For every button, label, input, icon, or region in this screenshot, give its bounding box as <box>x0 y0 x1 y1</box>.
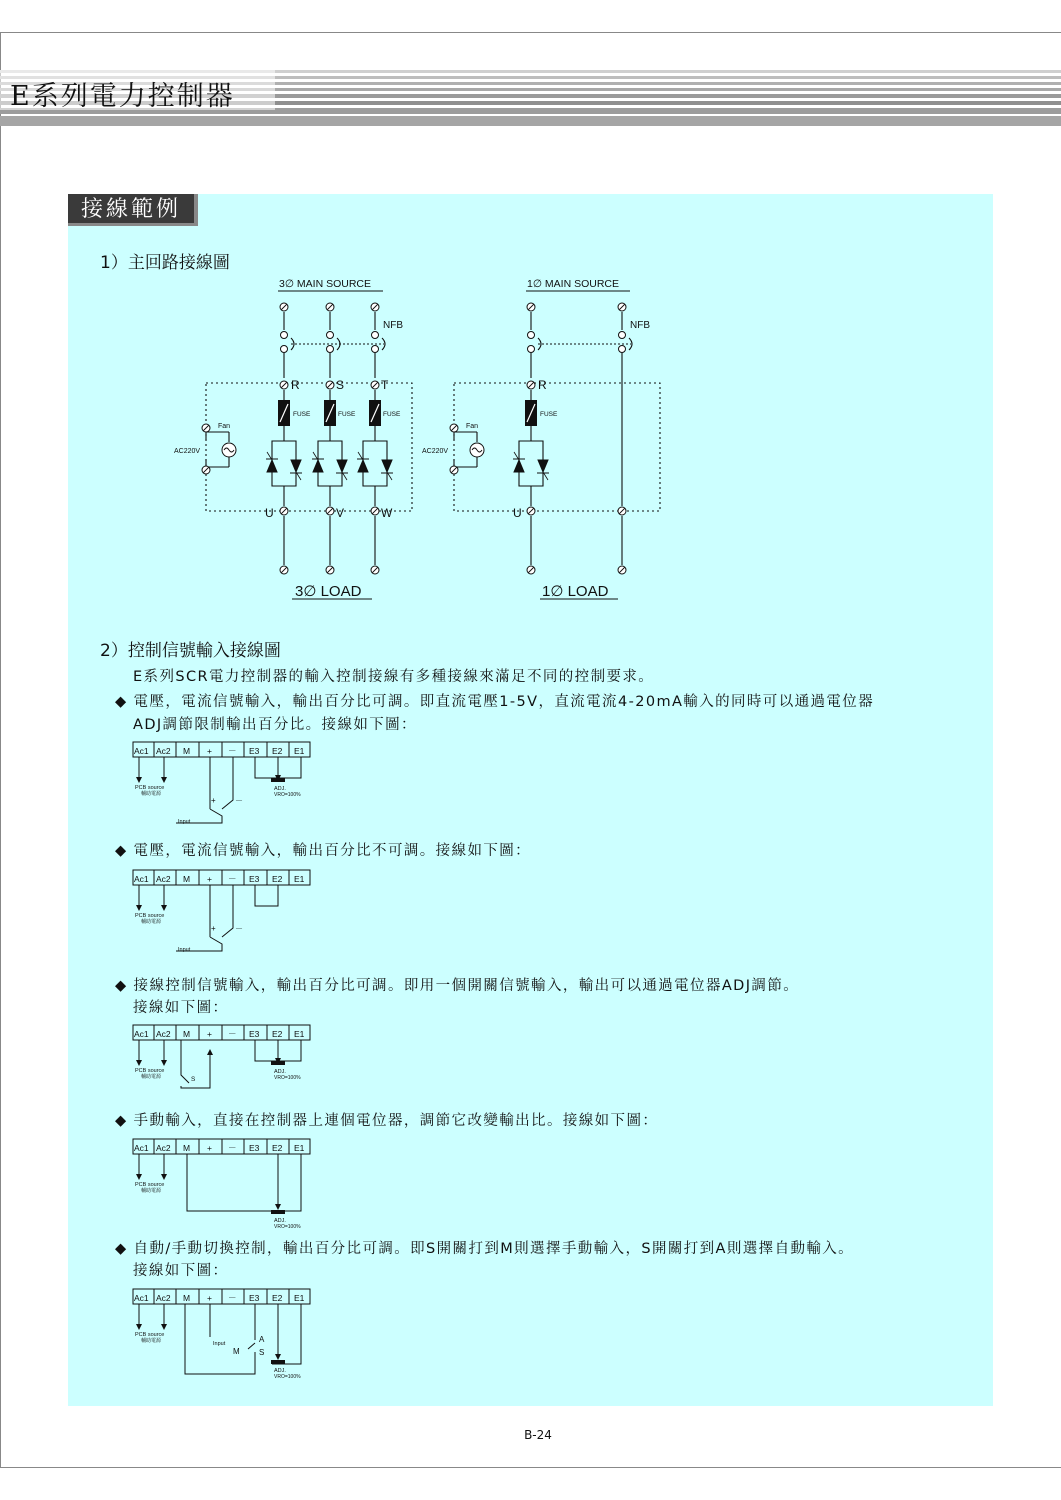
three-phase-fan-label: Fan <box>218 423 231 430</box>
d5-terminal-e3: E3 <box>249 1293 260 1303</box>
d5-terminal-e2: E2 <box>272 1293 283 1303</box>
item1-line1: ◆ 電壓，電流信號輸入，輸出百分比可調。即直流電壓1-5V，直流電流4-20mA輸入的同時可以通過電位器 <box>115 694 875 710</box>
d4-terminal-e1: E1 <box>294 1143 305 1153</box>
d1-terminal-e2: E2 <box>272 746 283 756</box>
d3-adj-label: ADJ. <box>274 1069 286 1075</box>
three-phase-source-label: 3∅ MAIN SOURCE <box>279 278 371 290</box>
header-title: E系列電力控制器 <box>10 81 235 112</box>
d2-terminal-e3: E3 <box>249 874 260 884</box>
d4-terminal-plus: + <box>207 1143 212 1153</box>
phase-t-label: T <box>381 378 389 392</box>
fuse-label-t: FUSE <box>383 411 401 418</box>
d5-terminal-e1: E1 <box>294 1293 305 1303</box>
phase-s-label: S <box>336 378 345 392</box>
d1-minus-label: － <box>235 796 243 805</box>
d5-input-label: Input <box>213 1341 226 1347</box>
single-phase-nfb-label: NFB <box>630 320 650 331</box>
d5-switch-m-label: M <box>233 1347 240 1356</box>
d2-minus-label: － <box>235 924 243 933</box>
main-circuit-diagram <box>170 272 670 607</box>
d3-terminal-plus: + <box>207 1029 212 1039</box>
d3-terminal-e3: E3 <box>249 1029 260 1039</box>
three-phase-ac-label: AC220V <box>174 448 201 455</box>
d3-pcb-cn-label: 輔助電源 <box>141 1074 162 1080</box>
single-phase-load-label: 1∅ LOAD <box>542 583 609 600</box>
control-diagram-4 <box>130 1137 315 1232</box>
output-w-label: W <box>381 506 393 520</box>
section2-title: 2）控制信號輸入接線圖 <box>100 641 281 661</box>
d2-pcb-cn-label: 輔助電源 <box>141 919 162 925</box>
single-phase-source-label: 1∅ MAIN SOURCE <box>527 278 619 290</box>
d2-terminal-e1: E1 <box>294 874 305 884</box>
d4-pcb-label: PCB source <box>135 1182 165 1188</box>
d2-terminal-e2: E2 <box>272 874 283 884</box>
d1-terminal-e3: E3 <box>249 746 260 756</box>
d1-vro-label: VRO=100% <box>274 792 301 798</box>
fuse-label-s: FUSE <box>338 411 356 418</box>
page-border-top <box>0 32 1061 33</box>
d5-terminal-ac1: Ac1 <box>134 1293 149 1303</box>
control-diagram-3 <box>130 1023 315 1093</box>
item2-line1: ◆ 電壓，電流信號輸入，輸出百分比不可調。接線如下圖： <box>115 843 532 859</box>
d1-terminal-e1: E1 <box>294 746 305 756</box>
single-phase-ac-label: AC220V <box>422 448 449 455</box>
d2-terminal-plus: + <box>207 874 212 884</box>
d3-pcb-label: PCB source <box>135 1068 165 1074</box>
item4-line1: ◆ 手動輸入，直接在控制器上連個電位器，調節它改變輸出比。接線如下圖： <box>115 1113 659 1129</box>
d3-terminal-ac2: Ac2 <box>156 1029 171 1039</box>
single-phase-r-label: R <box>538 378 547 392</box>
d1-input-label: Input <box>178 819 191 825</box>
d5-switch-a-label: A <box>259 1335 265 1344</box>
d1-terminal-plus: + <box>207 746 212 756</box>
d4-terminal-minus: － <box>228 1143 237 1153</box>
item1-line2: ADJ調節限制輸出百分比。接線如下圖： <box>133 717 417 733</box>
control-diagram-1 <box>130 740 315 830</box>
d2-pcb-label: PCB source <box>135 913 165 919</box>
control-diagram-2 <box>130 868 315 958</box>
three-phase-nfb-label: NFB <box>383 320 403 331</box>
d1-pcb-label: PCB source <box>135 785 165 791</box>
d4-vro-label: VRO=100% <box>274 1224 301 1230</box>
section1-title: 1）主回路接線圖 <box>100 253 230 273</box>
d2-terminal-ac1: Ac1 <box>134 874 149 884</box>
d3-terminal-m: M <box>183 1029 191 1039</box>
page-border-left <box>0 32 1 1468</box>
item3-line2: 接線如下圖： <box>133 1000 229 1016</box>
d3-terminal-e1: E1 <box>294 1029 305 1039</box>
d4-pcb-cn-label: 輔助電源 <box>141 1188 162 1194</box>
d1-terminal-minus: － <box>228 746 237 756</box>
d5-pcb-label: PCB source <box>135 1332 165 1338</box>
d1-pcb-cn-label: 輔助電源 <box>141 791 162 797</box>
d3-terminal-minus: － <box>228 1029 237 1039</box>
d4-terminal-ac1: Ac1 <box>134 1143 149 1153</box>
section2-intro: E系列SCR電力控制器的輸入控制接線有多種接線來滿足不同的控制要求。 <box>133 669 655 685</box>
d5-terminal-m: M <box>183 1293 191 1303</box>
d5-pcb-cn-label: 輔助電源 <box>141 1338 162 1344</box>
d4-terminal-e3: E3 <box>249 1143 260 1153</box>
output-v-label: V <box>336 506 345 520</box>
d4-terminal-e2: E2 <box>272 1143 283 1153</box>
d1-terminal-m: M <box>183 746 191 756</box>
page-number: B-24 <box>524 1428 552 1442</box>
item5-line1: ◆ 自動/手動切換控制，輸出百分比可調。即S開關打到M則選擇手動輸入，S開關打到A則選擇自動輸入。 <box>115 1241 855 1257</box>
single-phase-u-label: U <box>513 506 522 520</box>
d4-terminal-m: M <box>183 1143 191 1153</box>
d5-vro-label: VRO=100% <box>274 1374 301 1380</box>
item3-line1: ◆ 接線控制信號輸入，輸出百分比可調。即用一個開關信號輸入，輸出可以通過電位器ADJ調節。 <box>115 978 800 994</box>
fuse-label-r: FUSE <box>293 411 311 418</box>
section-tag: 接線範例 <box>68 194 198 226</box>
d4-terminal-ac2: Ac2 <box>156 1143 171 1153</box>
d1-adj-label: ADJ. <box>274 786 286 792</box>
d1-terminal-ac1: Ac1 <box>134 746 149 756</box>
d3-vro-label: VRO=100% <box>274 1075 301 1081</box>
d1-terminal-ac2: Ac2 <box>156 746 171 756</box>
single-phase-fuse-label: FUSE <box>540 411 558 418</box>
d5-terminal-minus: － <box>228 1293 237 1303</box>
d3-terminal-ac1: Ac1 <box>134 1029 149 1039</box>
d2-terminal-ac2: Ac2 <box>156 874 171 884</box>
d3-terminal-e2: E2 <box>272 1029 283 1039</box>
d5-terminal-plus: + <box>207 1293 212 1303</box>
control-diagram-5 <box>130 1287 315 1382</box>
page-border-bottom <box>0 1467 1061 1468</box>
output-u-label: U <box>265 506 274 520</box>
d2-input-label: Input <box>178 947 191 953</box>
d1-plus-label: + <box>211 796 216 805</box>
d2-terminal-minus: － <box>228 874 237 884</box>
d5-adj-label: ADJ. <box>274 1368 286 1374</box>
d3-switch-s-label: S <box>191 1076 196 1083</box>
phase-r-label: R <box>291 378 300 392</box>
single-phase-fan-label: Fan <box>466 423 479 430</box>
d5-terminal-ac2: Ac2 <box>156 1293 171 1303</box>
item5-line2: 接線如下圖： <box>133 1263 229 1279</box>
d2-plus-label: + <box>211 924 216 933</box>
d2-terminal-m: M <box>183 874 191 884</box>
d5-switch-s-label: S <box>259 1348 265 1357</box>
d4-adj-label: ADJ. <box>274 1218 286 1224</box>
three-phase-load-label: 3∅ LOAD <box>295 583 362 600</box>
